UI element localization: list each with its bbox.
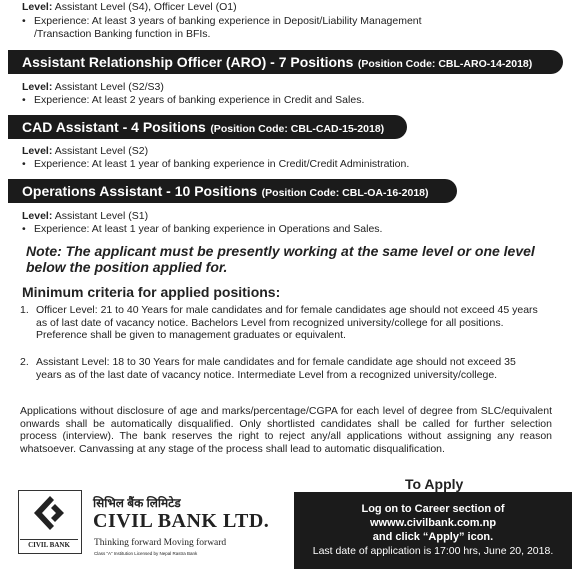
bullet: • xyxy=(22,223,26,235)
civil-bank-logo xyxy=(8,488,288,568)
bullet: • xyxy=(22,158,26,170)
bank-tagline: Thinking forward Moving forward xyxy=(94,538,227,548)
emblem-label: CIVIL BANK xyxy=(20,539,78,551)
position-experience: • Experience: At least 3 years of banking experience in Deposit/Liability Management /Transaction Banking function in BFIs. xyxy=(22,15,422,40)
bank-name: CIVIL BANK LTD. xyxy=(93,510,270,532)
bullet: • xyxy=(22,15,26,27)
career-site-link[interactable]: wwww.civilbank.com.np xyxy=(369,517,497,529)
deadline-text: Last date of application is 17:00 hrs, June 20, 2018. xyxy=(312,545,554,557)
position-experience: • Experience: At least 1 year of banking experience in Operations and Sales. xyxy=(22,223,383,235)
position-header-oa: Operations Assistant - 10 Positions (Position Code: CBL-OA-16-2018) xyxy=(8,179,457,203)
eligibility-note: Note: The applicant must be presently working at the same level or one level below the position applied for. xyxy=(26,243,535,275)
criteria-item: 2. Assistant Level: 18 to 30 Years for male candidates and for female candidate age should not exceed 35 years as of the last date of vacancy notice. Intermediate Level from a recognized university/college. xyxy=(20,356,516,381)
position-level: Level: Assistant Level (S2) xyxy=(22,145,149,157)
position-experience: • Experience: At least 1 year of banking experience in Credit/Credit Administration. xyxy=(22,158,410,170)
license-fine-print: Class “A” Institution Licensed by Nepal Rastra Bank xyxy=(94,551,198,556)
to-apply-heading: To Apply xyxy=(405,476,464,492)
bank-name-nepali: सिभिल बैंक लिमिटेड xyxy=(93,496,181,510)
position-experience: • Experience: At least 2 years of banking experience in Credit and Sales. xyxy=(22,94,365,106)
position-level: Level: Assistant Level (S1) xyxy=(22,210,149,222)
position-level: Level: Assistant Level (S2/S3) xyxy=(22,81,164,93)
disclaimer-paragraph: Applications without disclosure of age and marks/percentage/CGPA for each level of degree from SLC/equivalent onwards shall be automatically disqualified. Only shortlisted candidates shall be called for further selection process (interview). The bank reserves the right to reject any/all applications without assigning any reason whatsoever. Canvassing at any stage of the process shall lead to automatic disqualification. xyxy=(20,405,552,455)
position-header-cad: CAD Assistant - 4 Positions (Position Code: CBL-CAD-15-2018) xyxy=(8,115,407,139)
bullet: • xyxy=(22,94,26,106)
position-header-aro: Assistant Relationship Officer (ARO) - 7 Positions (Position Code: CBL-ARO-14-2018) xyxy=(8,50,563,74)
criteria-item: 1. Officer Level: 21 to 40 Years for male candidates and for female candidates age should not exceed 45 years as of last date of vacancy notice. Bachelors Level from recognized university/college for all positions. Preference shall be given to management graduates or equivalent. xyxy=(20,304,538,341)
position-level: Level: Assistant Level (S4), Officer Level (O1) xyxy=(22,1,237,13)
apply-instructions: Log on to Career section of wwww.civilbank.com.np and click “Apply” icon. Last date of application is 17:00 hrs, June 20, 2018. xyxy=(294,492,572,569)
criteria-heading: Minimum criteria for applied positions: xyxy=(22,284,281,300)
emblem-icon xyxy=(19,491,81,541)
